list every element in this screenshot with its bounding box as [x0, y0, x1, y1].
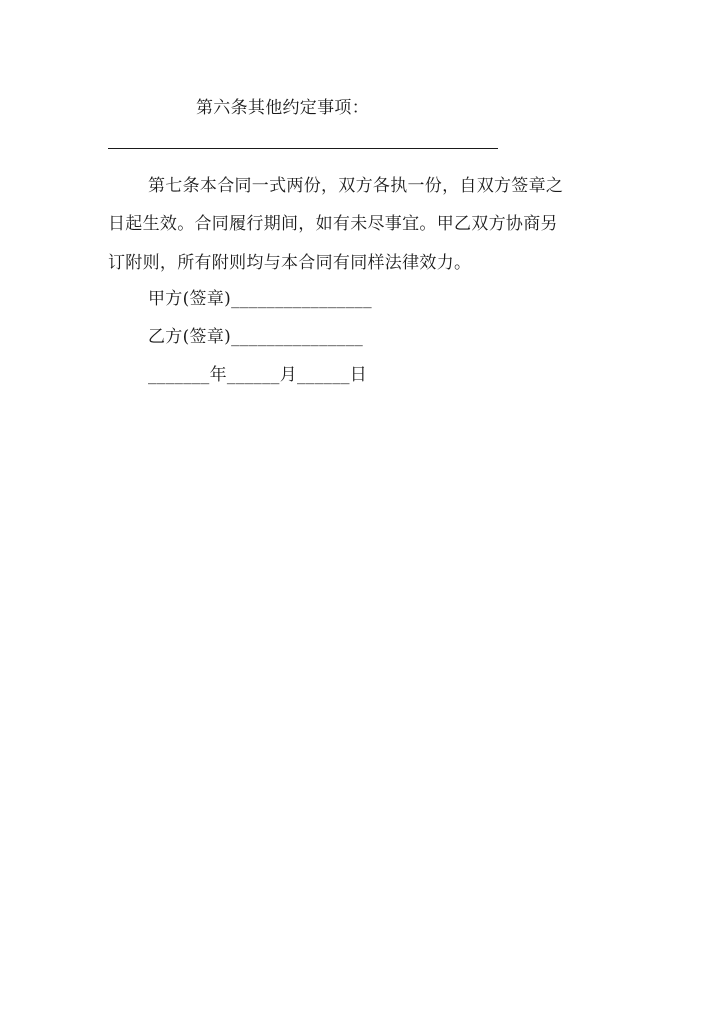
article-7-line-3: 订附则，所有附则均与本合同有同样法律效力。 — [108, 253, 472, 273]
article-7-line-2: 日起生效。合同履行期间，如有未尽事宜。甲乙双方协商另 — [108, 214, 558, 234]
date-line: _______年______月______日 — [148, 365, 368, 385]
article-6-heading: 第六条其他约定事项： — [196, 98, 369, 118]
article-7-line-1: 第七条本合同一式两份，双方各执一份，自双方签章之 — [148, 176, 564, 196]
blank-fill-line — [108, 148, 498, 149]
party-b-signature-line: 乙方(签章)_______________ — [148, 327, 364, 347]
party-a-signature-line: 甲方(签章)________________ — [148, 289, 372, 309]
